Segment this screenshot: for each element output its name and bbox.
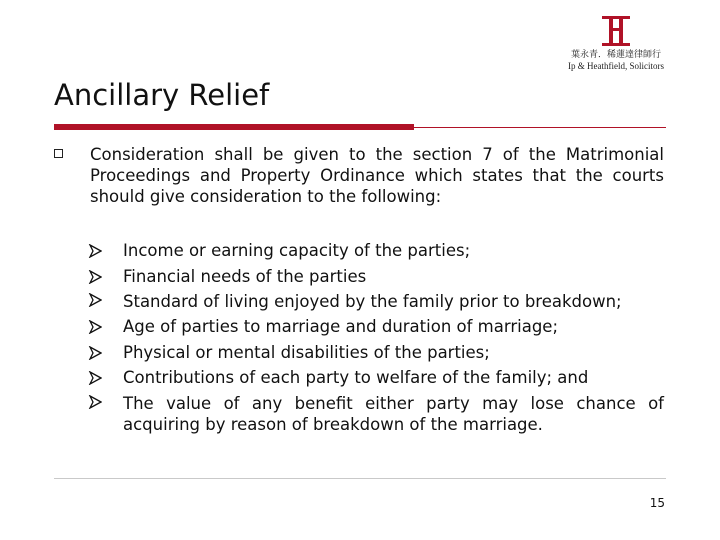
arrow-bullet-icon	[88, 320, 102, 334]
sub-bullet-text: Standard of living enjoyed by the family prior to breakdown;	[123, 292, 622, 311]
square-bullet-icon	[54, 149, 63, 158]
arrow-bullet-icon	[88, 293, 102, 307]
firm-name-chinese: 葉永青．稀蓮達律師行	[570, 50, 661, 60]
arrow-bullet-icon	[88, 395, 102, 409]
footer-divider	[54, 478, 666, 479]
sub-bullet-item	[88, 391, 664, 437]
sub-bullet-item	[88, 365, 664, 391]
arrow-bullet-icon	[88, 371, 102, 385]
sub-bullet-text: Physical or mental disabilities of the parties;	[123, 342, 490, 362]
title-divider-thick	[54, 124, 414, 130]
firm-logo-icon	[596, 14, 636, 48]
main-bullet-text: Consideration shall be given to the section 7 of the Matrimonial Proceedings and Property Ordinance which states that the courts should give consideration to the following:	[90, 145, 664, 206]
firm-name-english: Ip & Heathfield, Solicitors	[568, 61, 664, 71]
main-bullet-item	[54, 144, 664, 207]
sub-bullet-item	[88, 238, 664, 264]
arrow-bullet-icon	[88, 244, 102, 258]
sub-bullet-item	[88, 289, 664, 314]
sub-bullet-item	[88, 264, 664, 290]
page-number: 15	[649, 496, 665, 510]
sub-bullet-text: Income or earning capacity of the parties;	[123, 241, 471, 260]
sub-bullet-text: The value of any benefit either party may lose chance of acquiring by reason of breakdown of the marriage.	[123, 393, 664, 434]
firm-logo-block	[556, 14, 676, 72]
sub-bullet-item	[88, 314, 664, 340]
slide-title: Ancillary Relief	[54, 78, 270, 112]
sub-bullet-text: Contributions of each party to welfare of the family; and	[123, 368, 589, 387]
sub-bullet-list	[88, 238, 664, 437]
sub-bullet-text: Financial needs of the parties	[123, 266, 367, 286]
arrow-bullet-icon	[88, 346, 102, 360]
sub-bullet-item	[88, 340, 664, 366]
arrow-bullet-icon	[88, 270, 102, 284]
sub-bullet-text: Age of parties to marriage and duration of marriage;	[123, 317, 559, 336]
